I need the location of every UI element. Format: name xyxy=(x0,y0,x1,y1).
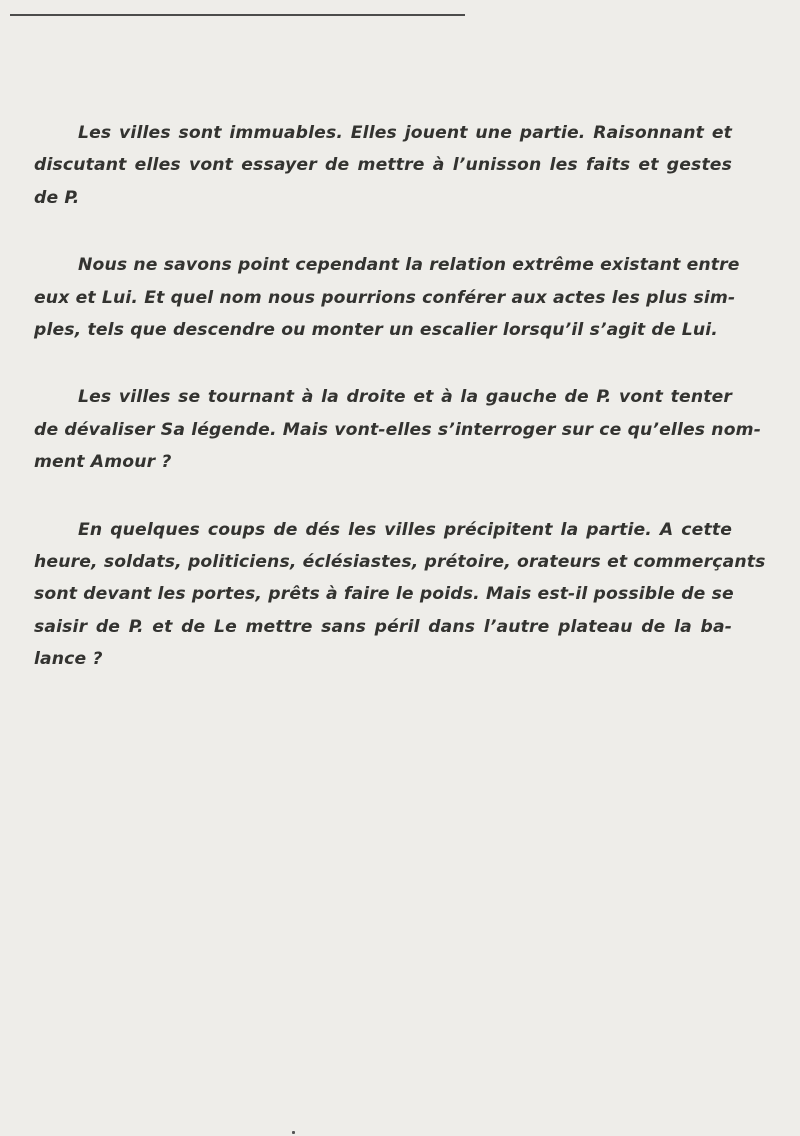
paragraph-line: lance ? xyxy=(34,649,103,670)
paragraph-line: heure, soldats, politiciens, éclésiastes, prétoire, orateurs et commerçants xyxy=(34,551,766,572)
paragraph-3 xyxy=(34,381,761,478)
paragraph-line: eux et Lui. Et quel nom nous pourrions conférer aux actes les plus sim- xyxy=(34,287,736,308)
paragraph-line: Les villes se tournant à la droite et à la gauche de P. vont tenter xyxy=(78,387,732,408)
paragraph-line: discutant elles vont essayer de mettre à l’unisson les faits et gestes xyxy=(34,155,732,176)
paragraph-2 xyxy=(34,249,740,346)
paragraph-line: sont devant les portes, prêts à faire le poids. Mais est-il possible de se xyxy=(34,584,734,605)
paragraph-line: de dévaliser Sa légende. Mais vont-elles s’interroger sur ce qu’elles nom- xyxy=(34,419,761,440)
top-rule xyxy=(10,14,465,16)
paragraph-1 xyxy=(34,117,732,214)
paragraph-4 xyxy=(34,514,766,676)
bottom-mark xyxy=(292,1131,295,1134)
paragraph-line: Nous ne savons point cependant la relation extrême existant entre xyxy=(78,255,740,276)
body-text xyxy=(34,117,766,710)
paragraph-line: En quelques coups de dés les villes précipitent la partie. A cette xyxy=(78,519,732,540)
paragraph-line: de P. xyxy=(34,187,80,208)
paragraph-line: ples, tels que descendre ou monter un escalier lorsqu’il s’agit de Lui. xyxy=(34,319,718,340)
paragraph-line: Les villes sont immuables. Elles jouent une partie. Raisonnant et xyxy=(78,123,732,143)
paragraph-line: ment Amour ? xyxy=(34,452,172,473)
paragraph-line: saisir de P. et de Le mettre sans péril dans l’autre plateau de la ba- xyxy=(34,616,732,637)
